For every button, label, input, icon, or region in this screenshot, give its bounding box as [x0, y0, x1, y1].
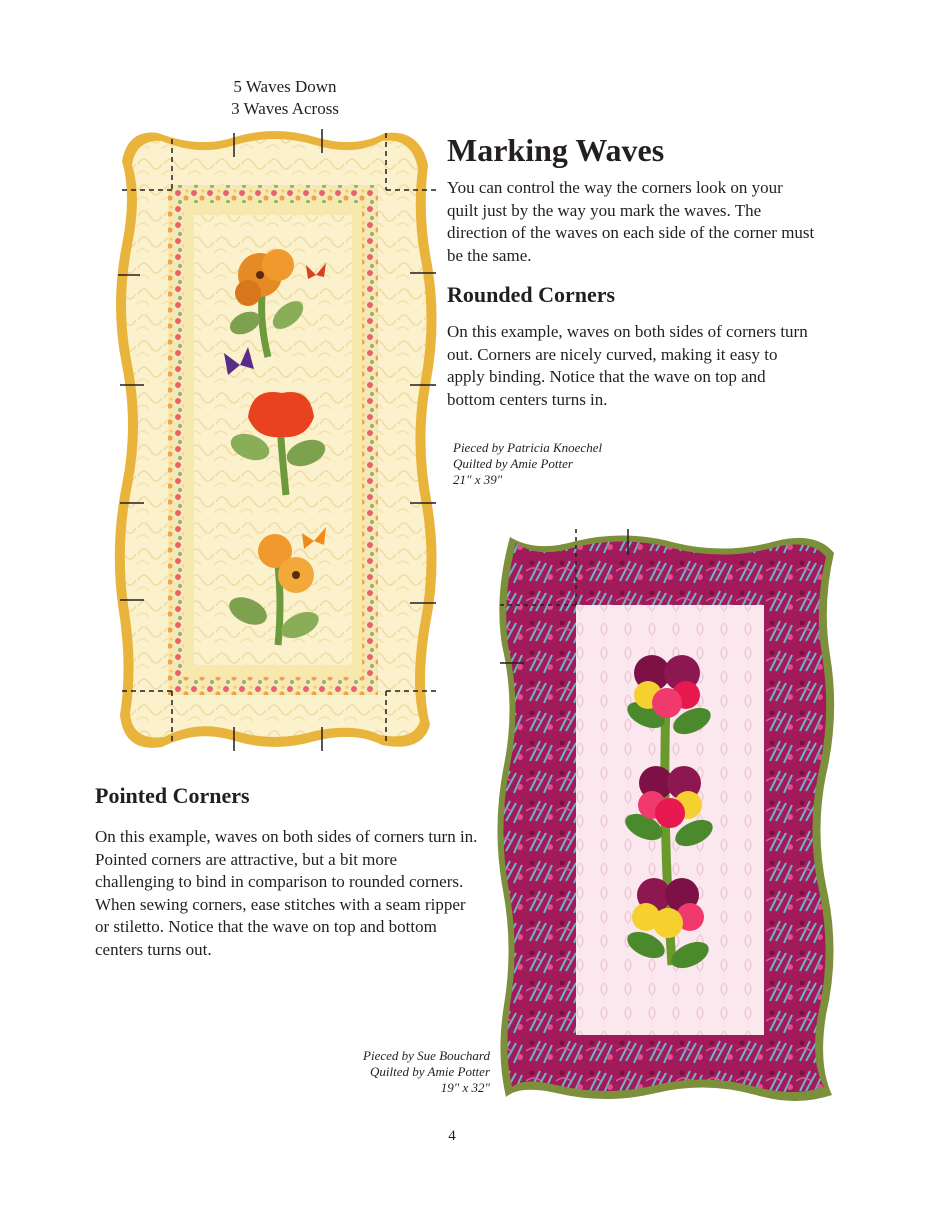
quilt2-credit — [330, 1048, 490, 1096]
intro-text: You can control the way the corners look on your quilt just by the way you mark the waves. The direction of the waves on each side of the corner must be the same. — [447, 178, 815, 265]
quilt1-pieced-by: Pieced by Patricia Knoechel — [453, 440, 603, 455]
intro-block — [447, 177, 817, 267]
rounded-corners-text: On this example, waves on both sides of corners turn out. Corners are nicely curved, making it easy to apply binding. Notice that the wave on top and bottom centers turns in. — [447, 322, 808, 409]
pointed-corners-section — [95, 782, 480, 961]
wave-count-across: 3 Waves Across — [231, 99, 339, 118]
pointed-corners-heading: Pointed Corners — [95, 783, 250, 808]
wave-count-label — [200, 76, 370, 120]
quilt2-size: 19" x 32" — [440, 1080, 490, 1095]
quilt1-credit — [453, 440, 602, 488]
quilt-pointed-corners-image — [496, 525, 846, 1105]
quilt1-size: 21" x 39" — [453, 472, 503, 487]
rounded-corners-section — [447, 281, 817, 411]
wave-count-down: 5 Waves Down — [233, 77, 337, 96]
pointed-corners-text: On this example, waves on both sides of corners turn in. Pointed corners are attractive, but a bit more challenging to bind in comparison to rounded corners. When sewing corners, ease stitches with a seam ripper or stiletto. Notice that the wave on top and bottom centers turns out. — [95, 827, 478, 959]
quilt2-pieced-by: Pieced by Sue Bouchard — [363, 1048, 490, 1063]
rounded-corners-heading: Rounded Corners — [447, 282, 616, 307]
page-number: 4 — [448, 1128, 456, 1144]
quilt2-pansy-bottom — [632, 878, 704, 938]
quilt2-quilted-by: Quilted by Amie Potter — [370, 1064, 490, 1079]
quilt1-quilted-by: Quilted by Amie Potter — [453, 456, 573, 471]
page-title: Marking Waves — [447, 132, 665, 168]
quilt-rounded-corners-image — [110, 125, 450, 755]
